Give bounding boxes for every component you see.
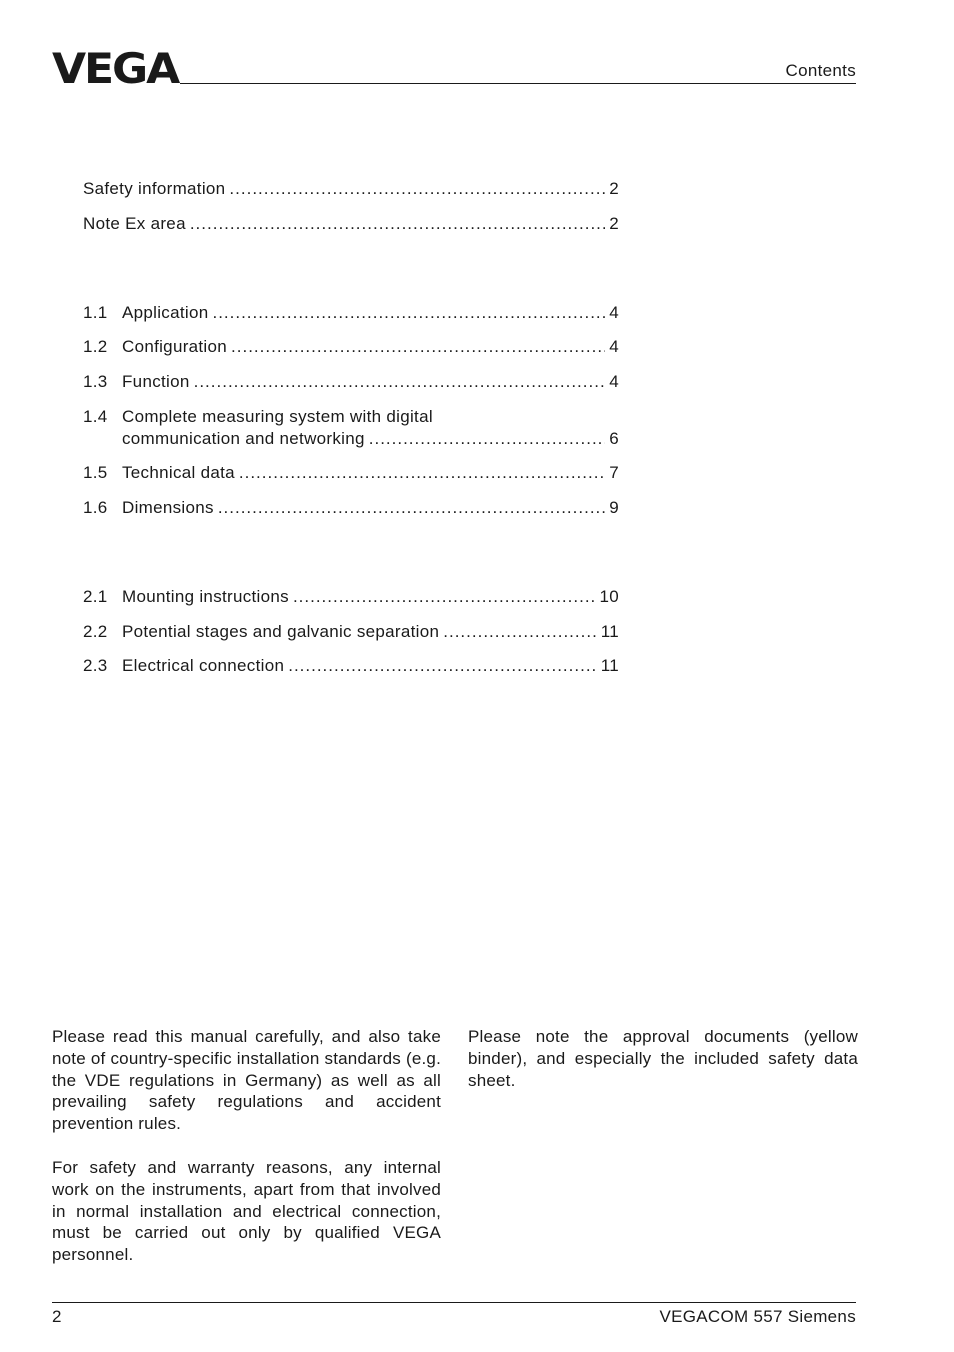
toc-leader-dots [293,586,596,608]
toc-entry-1-3[interactable] [83,371,619,393]
toc-entry-1-4[interactable] [83,428,619,450]
toc-entry-label: Application [122,303,209,322]
toc-leader-dots [229,178,605,200]
toc-entry-1-6[interactable] [83,497,619,519]
toc-entry-number: 2.3 [83,656,108,675]
toc-entry-2-1[interactable] [83,586,619,608]
toc-leader-dots [231,336,605,358]
toc-leader-dots [443,621,596,643]
safety-text-right-column [468,1026,858,1113]
toc-entry-page: 4 [609,337,619,356]
toc-entry-number: 2.1 [83,587,108,606]
toc-entry-page: 9 [609,498,619,517]
footer-document-title: VEGACOM 557 Siemens [659,1307,856,1326]
toc-entry-label: Technical data [122,463,235,482]
toc-entry-page: 6 [609,429,619,448]
vega-logo: VEGA [52,44,179,93]
toc-leader-dots [212,302,605,324]
toc-entry-page: 4 [609,372,619,391]
toc-entry-label: Mounting instructions [122,587,289,606]
toc-leader-dots [218,497,605,519]
toc-entry-1-4-line1[interactable] [83,406,619,428]
toc-leader-dots [288,655,597,677]
toc-entry-2-2[interactable] [83,621,619,643]
toc-entry-label: Safety information [83,179,226,198]
footer-page-number: 2 [52,1307,62,1326]
toc-leader-dots [194,371,606,393]
toc-leader-dots [239,462,605,484]
toc-entry-number: 2.2 [83,622,108,641]
toc-entry-page: 11 [600,656,619,675]
toc-entry-number: 1.5 [83,463,108,482]
header-section-title: Contents [785,61,856,80]
footer-divider [52,1302,856,1303]
toc-entry-page: 2 [609,214,619,233]
toc-entry-page: 2 [609,179,619,198]
safety-paragraph: For safety and warranty reasons, any internal work on the instruments, apart from that involved in normal installation and electrical connection, must be carried out only by qualified VEGA personnel. [52,1157,441,1265]
header-divider [180,83,856,84]
toc-entry-number: 1.3 [83,372,108,391]
toc-entry-1-2[interactable] [83,336,619,358]
toc-entry-label: Note Ex area [83,214,186,233]
toc-entry-label: Electrical connection [122,656,285,675]
toc-entry-page: 10 [599,587,619,606]
toc-entry-label: Configuration [122,337,228,356]
toc-entry-label: Complete measuring system with digital [122,407,433,426]
toc-entry-page: 11 [600,622,619,641]
toc-leader-dots [190,213,605,235]
safety-paragraph: Please read this manual carefully, and also take note of country-specific installation standards (e.g. the VDE regulations in Germany) as well as all prevailing safety regulations and accident prevention rules. [52,1027,441,1134]
toc-entry-label: Potential stages and galvanic separation [122,622,440,641]
toc-entry-label: Dimensions [122,498,214,517]
toc-leader-dots [369,428,605,450]
toc-entry-safety-information[interactable] [83,178,619,200]
toc-entry-number: 1.6 [83,498,108,517]
toc-entry-1-5[interactable] [83,462,619,484]
toc-entry-number: 1.2 [83,337,108,356]
toc-entry-page: 7 [609,463,619,482]
toc-entry-number: 1.1 [83,303,108,322]
toc-entry-2-3[interactable] [83,655,619,677]
safety-text-left-column [52,1026,441,1288]
toc-entry-page: 4 [609,303,619,322]
toc-entry-1-1[interactable] [83,302,619,324]
toc-entry-number: 1.4 [83,407,108,426]
toc-entry-label: Function [122,372,190,391]
safety-paragraph: Please note the approval documents (yellow binder), and especially the included safety data sheet. [468,1027,858,1090]
toc-entry-label: communication and networking [122,429,365,448]
toc-entry-note-ex-area[interactable] [83,213,619,235]
